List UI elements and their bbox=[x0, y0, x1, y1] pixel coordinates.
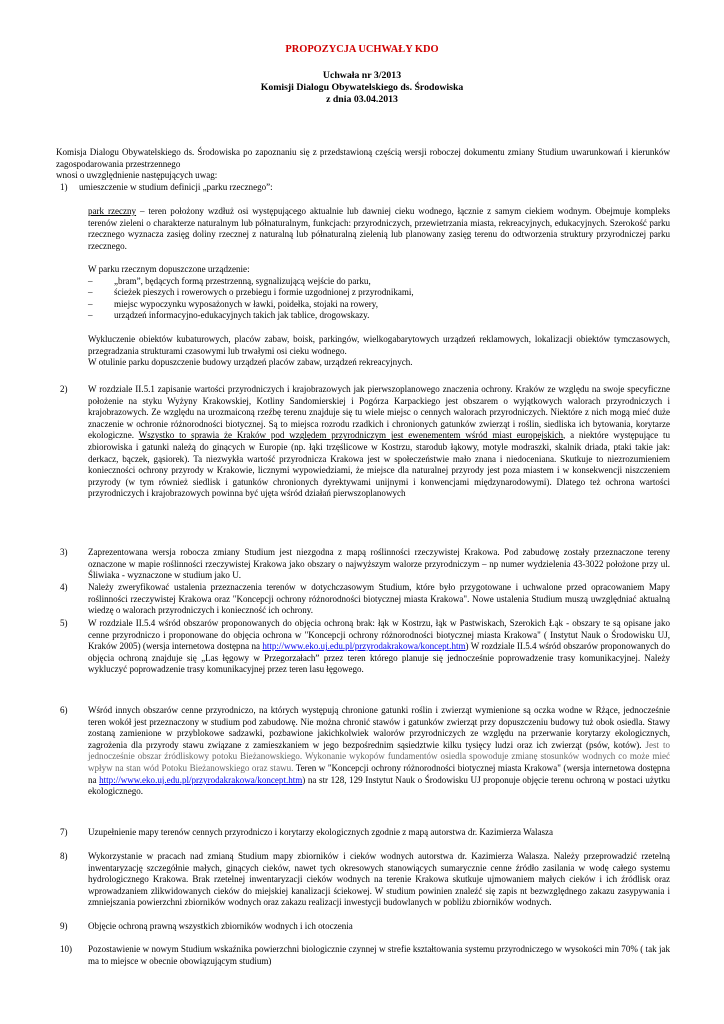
item-6-text: Wśród innych obszarów cenne przyrodniczo, na których występują chronione gatunki roślin i zwierząt wymienione są oczka wodne w Rżące, jednocześnie teren wokół jest przeznaczony w studium pod zabudowę. Nie można chronić stawów i gatunków zwierząt przy dopuszczeniu budowy tuż obok osiedla. Stawy zostaną zamienione w przyblokowe sadzawki, pozbawione jakichkolwiek walorów przyrodniczych ze względu na przerwanie korytarzy ekologicznych, zagrożenia dla przyrody stawu związane z zamieszkaniem w jego bezpośrednim sąsiedztwie kilku tysięcy ludzi oraz ich zwierząt (psów, kotów). Jest to jednocześnie obszar źródliskowy potoku Bieżanowskiego. Wykonanie wykopów fundamentów osiedla spowoduje zmianę stosunków wodnych co może mieć wpływ na stan wód Potoku Bieżanowskiego oraz stawu. Teren w "Koncepcji ochrony różnorodności biotycznej miasta Krakowa" (wersja internetowa dostępna na http://www.eko.uj.edu.pl/przyrodakrakowa/koncept.htm) na str 128, 129 Instytut Nauk o Środowisku UJ proponuje objęcie terenu ochroną w postaci użytku ekologicznego. bbox=[88, 705, 670, 797]
underlined-statement: Wszystko to sprawia że Kraków pod względem przyrodniczym jest ewenementem wśród miast europejskich bbox=[138, 430, 563, 441]
item-3-number: 3) bbox=[60, 547, 68, 557]
item-5-text: W rozdziale II.5.4 wśród obszarów proponowanych do objęcia ochroną brak: łąk w Kostrzu, łąk w Pastwiskach, Szerokich Łąk - obszary te są opisane jako cenne przyrodniczo i proponowane do objęcia ochrona w "Koncepcji ochrony różnorodności biotycznej miasta Krakowa" ( Instytut Nauk o Środowisku UJ, Kraków 2005) (wersja internetowa dostępna na http://www.eko.uj.edu.pl/przyrodakrakowa/koncept.htm) W rozdziale II.5.4 wśród obszarów proponowanych do objęcia ochroną znajduje się „Las łęgowy w Przegorzałach” przez teren którego planuje się jednocześnie poprowadzenie trasy komunikacyjnej. Należy wykluczyć poprowadzenie trasy komunikacyjnej przez teren lasu łęgowego. bbox=[88, 618, 671, 675]
item-2-number: 2) bbox=[60, 384, 68, 394]
item-8-number: 8) bbox=[60, 851, 68, 861]
allowed-devices bbox=[88, 264, 670, 322]
koncept-link[interactable]: http://www.eko.uj.edu.pl/przyrodakrakowa/koncept.htm bbox=[99, 774, 303, 785]
item-2-text: W rozdziale II.5.1 zapisanie wartości przyrodniczych i krajobrazowych jak pierwszoplanowego znaczenia ochrony. Kraków ze względu na swoje specyficzne położenie na styku Wyżyny Krakowskiej, Kotliny Sandomierskiej i Pogórza Karpackiego jest obszarem o wyjątkowych walorach przyrodniczych i krajobrazowych. Ze względu na urozmaiconą rzeźbę terenu znajduje się tu wiele miejsc o cennych walorach przyrodniczych. Niektóre z nich mogą mieć duże znaczenie w ochronie różnorodności biotycznej. Są to miejsca rozrodu rzadkich i chronionych gatunków zwierząt i roślin, siedliska ich bytowania, korytarze ekologiczne. Wszystko to sprawia że Kraków pod względem przyrodniczym jest ewenementem wśród miast europejskich, a niektóre występujące tu zbiorowiska i gatunki należą do ginących w Europie (np. łąki trzęślicowe w Kostrzu, starodub łąkowy, motyle modraszki, skalnik driada, ptaki takie jak: derkacz, bączek, gąsiorek). Ta niezwykła wartość przyrodnicza Krakowa jest w społeczeństwie mało znana i niedoceniana. Skutkuje to niezrozumieniem konieczności ochrony przyrody w Krakowie, licznymi wypowiedziami, że miejsce dla naturalnej przyrody jest poza miastem i w konsekwencji niszczeniem przyrody (w tym również siedlisk i gatunków chronionych dyrektywami unijnymi i konwencjami międzynarodowymi). Dlatego też ochrona wartości przyrodniczych i krajobrazowych powinna być ujęta wśród działań pierwszoplanowych bbox=[88, 384, 671, 499]
resolution-date: z dnia 03.04.2013 bbox=[326, 94, 398, 105]
item-10-text: Pozostawienie w nowym Studium wskaźnika powierzchni biologicznie czynnej w strefie kształtowania systemu przyrodniczego w wysokości min 70% ( tak jak ma to miejsce w obecnie obowiązującym studium) bbox=[88, 944, 670, 966]
koncept-link[interactable]: http://www.eko.uj.edu.pl/przyrodakrakowa/koncept.htm bbox=[262, 641, 466, 652]
list-item: – „bram”, będących formą przestrzenną, sygnalizującą wejście do parku, bbox=[88, 275, 371, 286]
item-8-text: Wykorzystanie w pracach nad zmianą Studium mapy zbiorników i cieków wodnych autorstwa dr. Kazimierza Walasza. Należy przeprowadzić rzetelną inwentaryzację szczegółnie małych, ginących cieków, nawet tych okresowych stanowiących sumarycznie cenne źródło zasilania w wodę całego systemu hydrologicznego Krakowa. Brak rzetelnej inwentaryzacji cieków wodnych na terenie Krakowa skutkuje ujmowaniem małych cieków i ich źródlisk oraz wprowadzaniem zlikwidowanych cieków do miejskiej kanalizacji ściekowej. W studium powinien znaleźć się zapis nt bezwzględnego zakazu zasypywania i zmniejszania powierzchni zbiorników wodnych oraz zakazu realizacji inwestycji budowlanych w pobliżu zbiorników wodnych. bbox=[88, 851, 670, 908]
exclusions bbox=[88, 334, 670, 369]
item-6-number: 6) bbox=[60, 705, 68, 715]
item-10-number: 10) bbox=[60, 944, 73, 954]
park-term: park rzeczny bbox=[88, 206, 137, 216]
list-item: – miejsc wypoczynku wyposażonych w ławki, poidełka, stojaki na rowery, bbox=[88, 298, 378, 309]
bullet-mark: – bbox=[88, 310, 93, 321]
item-1-number: 1) bbox=[60, 182, 68, 192]
intro-paragraph bbox=[56, 147, 670, 182]
document-title: PROPOZYCJA UCHWAŁY KDO bbox=[285, 44, 439, 55]
bullet-mark: – bbox=[88, 298, 93, 309]
bullet-mark: – bbox=[88, 287, 93, 298]
resolution-number: Uchwała nr 3/2013 bbox=[322, 70, 402, 81]
allowed-intro: W parku rzecznym dopuszczone urządzenie: bbox=[88, 264, 250, 274]
item-7-text: Uzupełnienie mapy terenów cennych przyrodniczo i korytarzy ekologicznych zgodnie z mapą autorstwa dr. Kazimierza Walasza bbox=[88, 827, 554, 837]
item-9-text: Objęcie ochroną prawną wszystkich zbiorników wodnych i ich otoczenia bbox=[88, 921, 353, 931]
intro-text: Komisja Dialogu Obywatelskiego ds. Środowiska po zapoznaniu się z przedstawioną częścią wersji roboczej dokumentu zmiany Studium uwarunkowań i kierunków zagospodarowania przestrzennego bbox=[56, 147, 670, 169]
gray-note: Jest to jednocześnie obszar źródliskowy potoku Bieżanowskiego. Wykonanie wykopów fundamentów osiedla spowoduje zmianę stosunków wodnych co może mieć wpływ na stan wód Potoku Bieżanowskiego oraz stawu. bbox=[88, 739, 670, 773]
buffer-text: W otulinie parku dopuszczenie budowy urządzeń placów zabaw, urządzeń rekreacyjnych. bbox=[88, 357, 413, 368]
item-4-text: Należy zweryfikować ustalenia przeznaczenia terenów w dotychczasowym Studium, które było przygotowane i uchwalone przed opracowaniem Mapy roślinności rzeczywistej Krakowa oraz "Koncepcji ochrony różnorodności biotycznej miasta Krakowa". Nowe ustalenia Studium muszą uwzględniać aktualną wiedzę o walorach przyrodniczych i konieczność ich ochrony. bbox=[88, 582, 670, 616]
list-item: – urządzeń informacyjno-edukacyjnych takich jak tablice, drogowskazy. bbox=[88, 310, 370, 321]
item-4-number: 4) bbox=[60, 582, 68, 592]
park-definition-text: – teren położony wzdłuż osi występującego aktualnie lub dawniej cieku wodnego, łącznie z samym ciekiem wodnym. Obejmuje kompleks terenów zieleni o charakterze naturalnym lub półnaturalnym, funkcjach: przyrodniczych, przewietrzania miasta, rekreacyjnych, edukacyjnych. Szerokość parku rzecznego wyznacza zasięg doliny rzecznej z naturalną lub półnaturalną zielenią lub planowany zasięg terenu do odtworzenia struktury przyrodniczej parku rzecznego. bbox=[88, 206, 670, 251]
item-9-number: 9) bbox=[60, 921, 68, 931]
bullet-mark: – bbox=[88, 275, 93, 286]
intro-text-2: wnosi o uwzględnienie następujących uwag: bbox=[56, 170, 218, 181]
item-1-text: umieszczenie w studium definicji „parku rzecznego”: bbox=[79, 182, 273, 192]
exclusions-text: Wykluczenie obiektów kubaturowych, placów zabaw, boisk, parkingów, wielkogabarytowych urządzeń reklamowych, lokalizacji obiektów tymczasowych, przegradzania strukturami czasowymi lub trwałymi osi cieku wodnego. bbox=[88, 334, 670, 356]
item-5-number: 5) bbox=[60, 618, 68, 628]
park-definition bbox=[88, 206, 670, 252]
item-7-number: 7) bbox=[60, 827, 68, 837]
item-3-text: Zaprezentowana wersja robocza zmiany Studium jest niezgodna z mapą roślinności rzeczywistej Krakowa. Pod zabudowę zostały przeznaczone tereny oznaczone w mapie roślinności rzeczywistej Krakowa jako obszary o najwyższym walorze przyrodniczym – np numer wydzielenia 43-3022 położone przy ul. Śliwiaka - wyznaczone w studium jako U. bbox=[88, 547, 670, 581]
committee-name: Komisji Dialogu Obywatelskiego ds. Środowiska bbox=[260, 82, 464, 93]
list-item: – ścieżek pieszych i rowerowych o przebiegu i formie uzgodnionej z przyrodnikami, bbox=[88, 287, 414, 298]
